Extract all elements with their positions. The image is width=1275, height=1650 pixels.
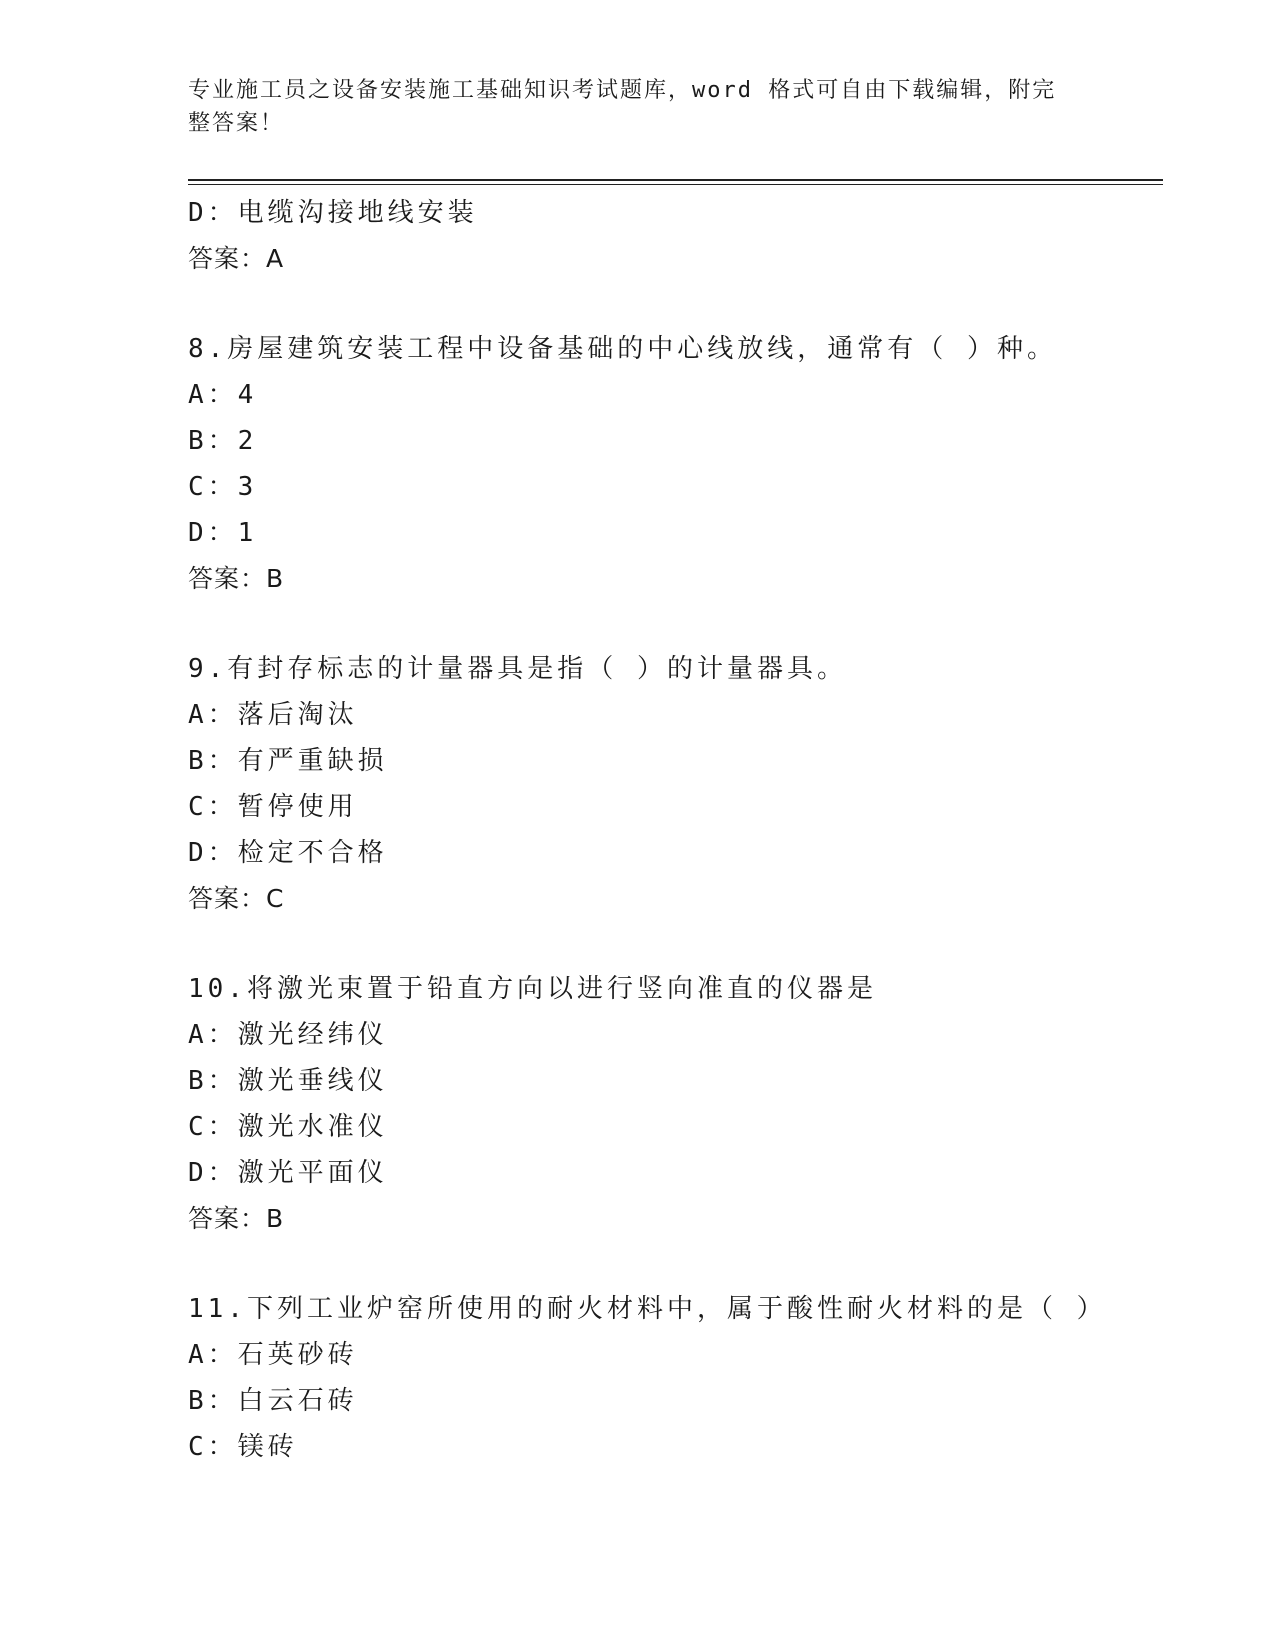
question-stem: 11.下列工业炉窑所使用的耐火材料中，属于酸性耐火材料的是（ ）: [188, 1294, 1107, 1324]
option-d: D：检定不合格: [188, 838, 388, 868]
answer-line: 答案：A: [188, 244, 285, 273]
answer-line: 答案：C: [188, 884, 285, 913]
option-a: A：落后淘汰: [188, 700, 358, 730]
option-a: A：4: [188, 380, 258, 410]
header-title-line-2: 整答案！: [188, 111, 285, 136]
header-divider-thin: [188, 184, 1163, 185]
option-b: B：白云石砖: [188, 1386, 358, 1416]
option-b: B：2: [188, 426, 258, 456]
question-stem: 9.有封存标志的计量器具是指（ ）的计量器具。: [188, 654, 847, 684]
question-10: [188, 966, 1163, 1242]
answer-line: 答案：B: [188, 1204, 285, 1233]
question-8: [188, 326, 1163, 602]
question-9: [188, 646, 1163, 922]
answer-line: 答案：B: [188, 564, 285, 593]
option-c: C：激光水准仪: [188, 1112, 388, 1142]
question-list: [188, 190, 1163, 1470]
option-b: B：有严重缺损: [188, 746, 388, 776]
question-11: [188, 1286, 1163, 1470]
option-d: D：电缆沟接地线安装: [188, 198, 478, 228]
header-title-line-1: 专业施工员之设备安装施工基础知识考试题库，word 格式可自由下载编辑，附完: [188, 78, 1057, 103]
option-c: C：镁砖: [188, 1432, 298, 1462]
option-a: A：激光经纬仪: [188, 1020, 388, 1050]
option-d: D：激光平面仪: [188, 1158, 388, 1188]
option-d: D：1: [188, 518, 258, 548]
partial-question: [188, 190, 1163, 282]
option-c: C：暂停使用: [188, 792, 358, 822]
document-header: [188, 74, 1068, 140]
option-c: C：3: [188, 472, 258, 502]
option-b: B：激光垂线仪: [188, 1066, 388, 1096]
option-a: A：石英砂砖: [188, 1340, 358, 1370]
header-divider-thick: [188, 179, 1163, 181]
question-stem: 8.房屋建筑安装工程中设备基础的中心线放线，通常有（ ）种。: [188, 334, 1057, 364]
question-stem: 10.将激光束置于铅直方向以进行竖向准直的仪器是: [188, 974, 877, 1004]
